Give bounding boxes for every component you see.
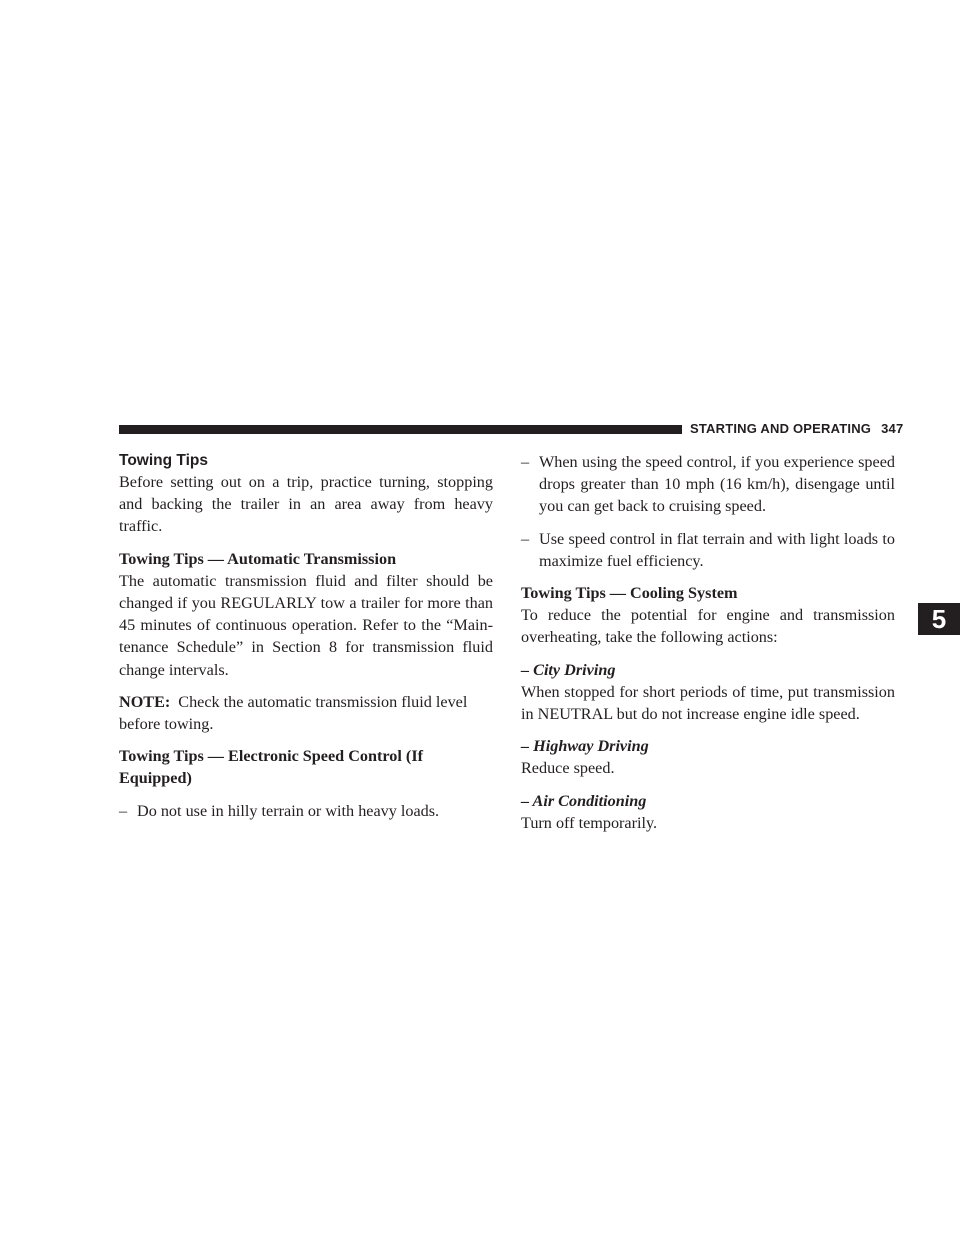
dash-bullet: – [521,453,530,471]
section-tab: 5 [918,603,960,635]
note-text: Check the automatic transmission fluid level before towing. [119,692,468,734]
towing-tips-heading: Towing Tips [119,452,208,469]
automatic-transmission-text: The automatic transmission fluid and filter should be changed if you REGULARLY tow a trailer for more than 45 minutes of continuous operation. Refer to the “Main-tenance Schedule” in Section 8 for transmission fluid change intervals. [119,571,493,679]
speed-control-item-1 [119,800,493,822]
note-label: NOTE: [119,692,171,711]
city-driving-heading: – City Driving [521,660,616,679]
speed-control-item-3-text: Use speed control in flat terrain and with light loads to maximize fuel efficiency. [539,529,895,570]
running-header [690,421,903,436]
dash-bullet: – [119,801,128,820]
note-paragraph [119,691,493,735]
right-column [521,451,895,834]
speed-control-heading: Towing Tips — Electronic Speed Control (If Equipped) [119,747,424,788]
header-rule [119,425,682,434]
automatic-transmission-heading: Towing Tips — Automatic Transmission [119,549,397,568]
air-conditioning-heading: – Air Conditioning [521,791,647,810]
towing-tips-intro: Before setting out on a trip, practice turning, stopping and backing the trailer in an area away from heavy traffic. [119,473,493,536]
air-conditioning-text: Turn off temporarily. [521,813,658,832]
city-driving-text: When stopped for short periods of time, put transmission in NEUTRAL but do not increase engine idle speed. [521,682,895,724]
highway-driving-text: Reduce speed. [521,759,615,778]
speed-control-item-2 [521,451,895,518]
speed-control-item-2-text: When using the speed control, if you experience speed drops greater than 10 mph (16 km/h), disengage until you can get back to cruising speed. [539,453,895,516]
left-column [119,451,493,822]
dash-bullet: – [521,529,530,548]
speed-control-item-1-text: Do not use in hilly terrain or with heavy loads. [137,801,440,820]
highway-driving-heading: – Highway Driving [521,737,649,756]
page-number: 347 [881,421,904,436]
section-title: STARTING AND OPERATING [690,421,872,436]
cooling-system-intro: To reduce the potential for engine and transmission overheating, take the following actions: [521,606,895,647]
speed-control-item-3 [521,528,895,572]
cooling-system-heading: Towing Tips — Cooling System [521,584,738,603]
